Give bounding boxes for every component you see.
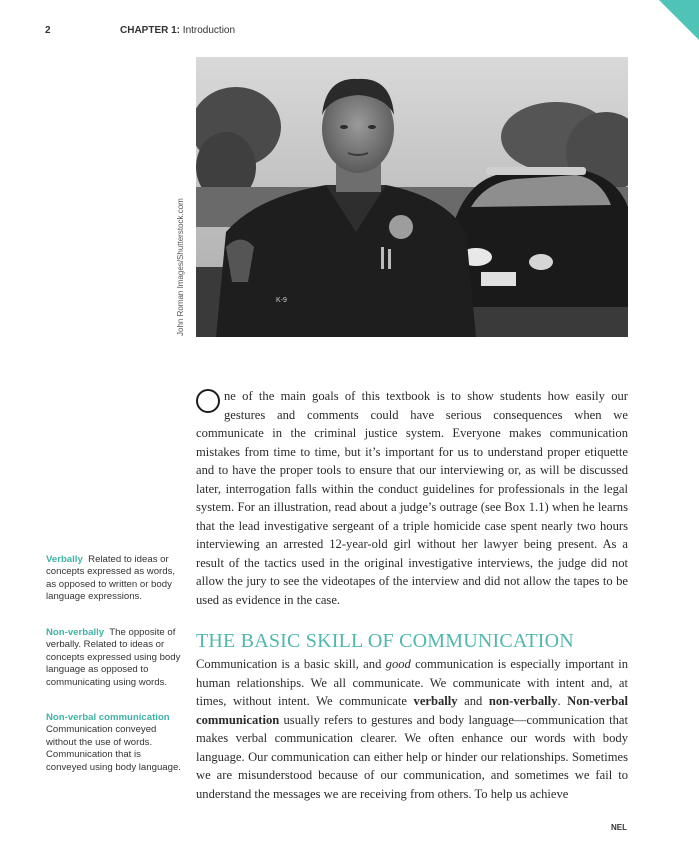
badge-label: K-9 [276,297,287,304]
police-officer-photo [196,57,628,337]
key-term-non-verbal-communication: Non-verbal communication [196,694,628,727]
chapter-title: Introduction [182,25,236,36]
intro-text: ne of the main goals of this textbook is to show students how easily our gestures and comments could have serious consequences when we communicate in the criminal justice system. Everyone makes communication mistakes from time to time, but it’s important for us to understand proper etiquette and to have the proper tools to ensure that our interviewing or, as will be discussed later, interrogation falls within the conduct guidelines for professionals in the legal system. For an illustration, read about a judge’s outrage (see Box 1.1) when he learns that the lead investigative sergeant of a triple homicide case spent nearly two hours interviewing an arrested 12-year-old girl without her lawyer being present. As a result of the tactics used in the original investigative interviews, the judge did not allow the jury to see the videotapes of the interview and did not allow the tapes to be used as evidence in the case. [196,389,628,607]
section-text-part: and [457,694,489,708]
glossary-definition: The opposite of verbally. Related to ideas or concepts expressed using body language as opposed to communicating using words. [46,627,181,688]
glossary-entry-verbally [46,554,181,604]
glossary-entry-non-verbal-communication [46,712,181,774]
key-term-verbally: verbally [413,694,458,708]
chapter-label: CHAPTER 1: [120,25,181,36]
key-term-non-verbally: non-verbally [488,694,558,708]
section-text-part: Communication is a basic skill, and [196,657,386,671]
section-heading: THE BASIC SKILL OF COMMUNICATION [196,630,574,652]
corner-tab-decoration [659,0,699,40]
section-text-part: . [557,694,568,708]
glossary-term: Verbally [46,554,83,565]
intro-paragraph [196,387,628,609]
photo-credit: John Roman Images/Shutterstock.com [176,198,185,336]
glossary-term: Non-verbally [46,627,105,638]
glossary-entry-non-verbally [46,627,181,689]
section-paragraph [196,655,628,803]
glossary-definition: Communication conveyed without the use of words. Communication that is conveyed using body language. [46,724,181,773]
glossary-term: Non-verbal communication [46,712,170,723]
section-text-part: usually refers to gestures and body language—communication that makes verbal communication clearer. We often enhance our words with body language. Our communication can either help or hinder our relationships. Sometimes we are misunderstood because of our communication, and sometimes we fail to understand the messages we are receiving from others. To help us achieve [196,712,628,801]
publisher-mark: NEL [611,823,627,832]
page-number: 2 [45,25,51,36]
section-basic-skill [196,628,628,803]
dropcap-letter [196,389,220,413]
section-text-part: communication is especially important in human relationships. We all communicate. We communicate with intent and, at times, without intent. We communicate [196,657,629,708]
running-header [120,25,235,36]
emphasis-good: good [385,657,411,671]
glossary-definition: Related to ideas or concepts expressed as words, as opposed to written or body language expressions. [46,554,176,603]
